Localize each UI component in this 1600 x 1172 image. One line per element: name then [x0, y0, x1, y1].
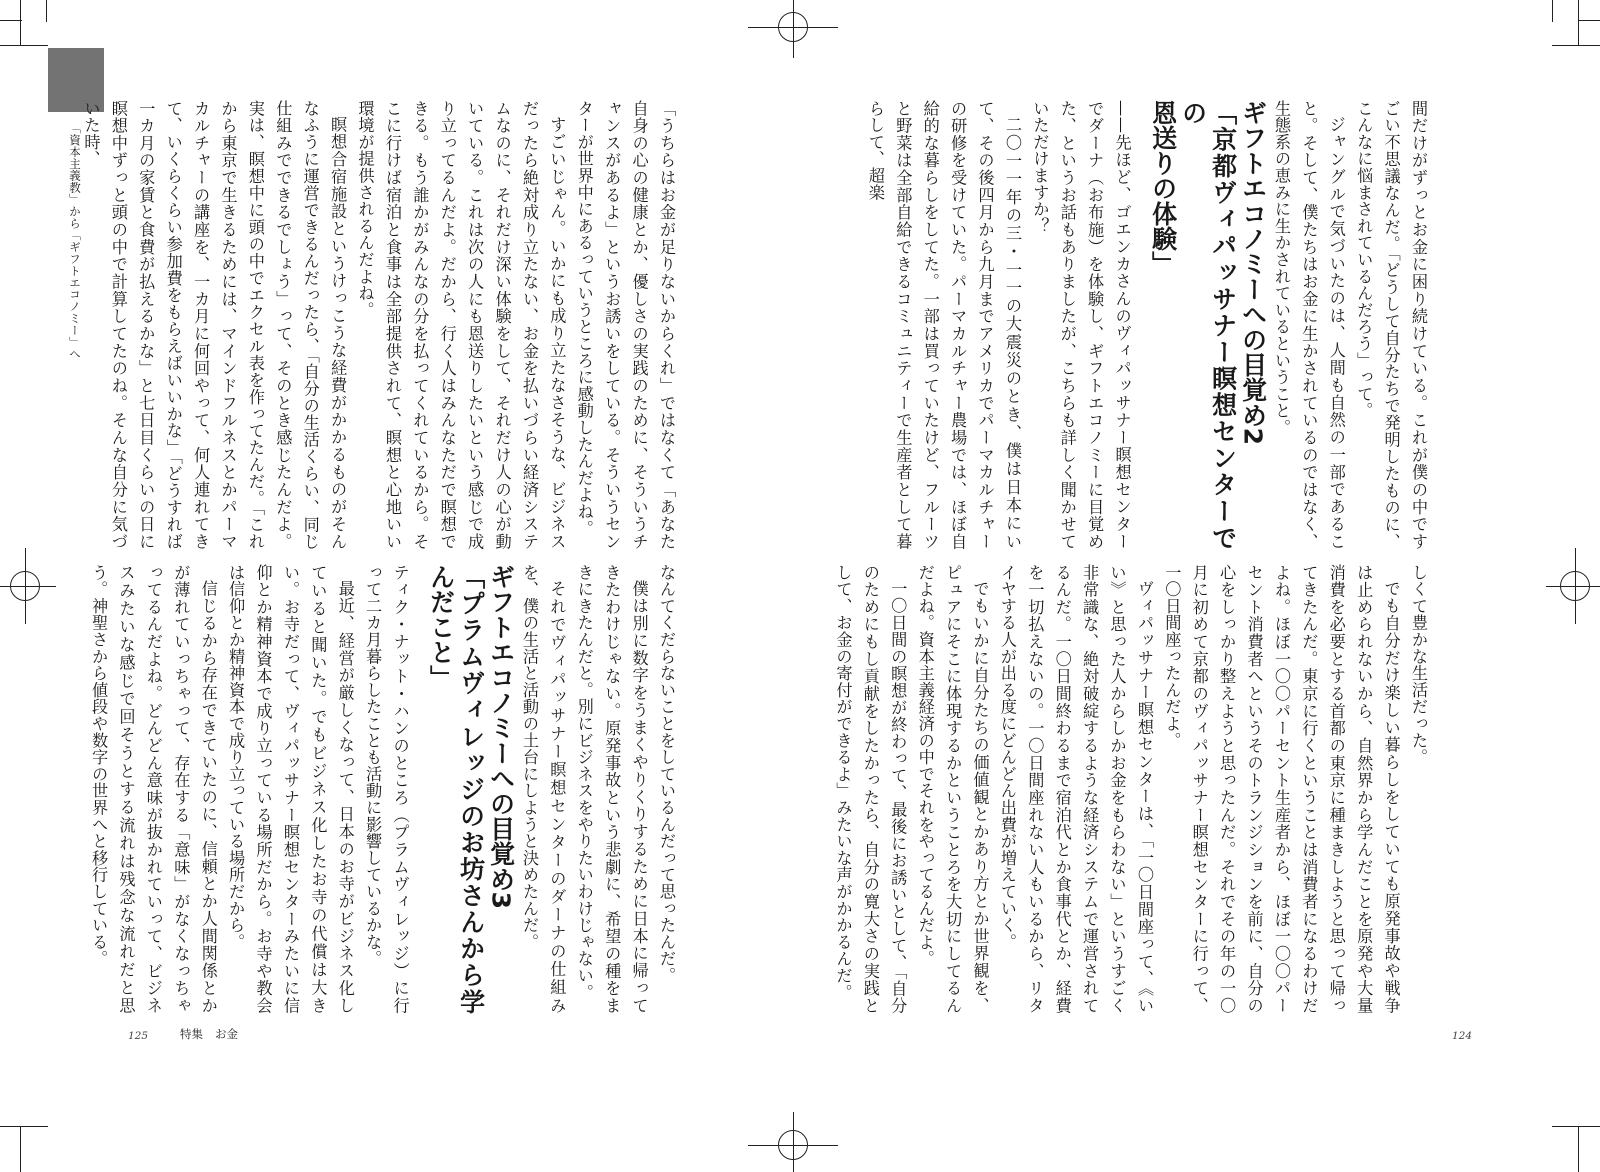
- left-page-top-text: [81, 100, 680, 550]
- paragraph: 最近、経営が厳しくなって、日本のお寺がビジネス化していると聞いた。でもビジネス化したお寺の代償は大きい。お寺だって、ヴィパッサナー瞑想センターみたいに信仰とか精神資本で成り立っている場所だから。お寺や教会は信仰とか精神資本で成り立っている場所だから。: [226, 564, 355, 1014]
- registration-mark: [793, 0, 794, 58]
- crop-mark: [0, 1126, 48, 1127]
- crop-mark: [0, 20, 22, 21]
- paragraph: でも自分だけ楽しい暮らしをしていても原発事故や戦争は止められないから、自然界から学んだことを原発や大量消費を必要とする首都の東京に種まきしようと思って帰ってきたんだ。東京に行くということは消費者になるわけだよね。ほぼ一〇〇パーセント生産者から、ほぼ一〇〇パーセント消費者へというそのトランジションを前に、自分の心をしっかり整えようと思ったんだ。それでその年の一〇月に初めて京都のヴィパッサナー瞑想センターに行って、一〇日間座ったんだよ。: [1162, 564, 1401, 1014]
- crop-mark: [1578, 20, 1600, 21]
- paragraph: それでヴィパッサナー瞑想センターのダーナの仕組みを、僕の生活と活動の土台にしようと決めたんだ。: [519, 564, 567, 1014]
- crop-mark: [20, 1126, 21, 1172]
- heading-line: ギフトエコノミーへの目覚め2: [1238, 100, 1268, 446]
- crop-mark: [1552, 1126, 1600, 1127]
- crop-mark: [1578, 0, 1579, 45]
- page-number-right: 124: [1452, 1030, 1473, 1042]
- paragraph: でもいかに自分たちの価値観とかあり方とか世界観を、ピュアにそこに体現するかということろを大切にしてるんだよね。資本主義経済の中でそれをやってるんだよ。: [915, 564, 990, 1014]
- paragraph: ティク・ナット・ハンのところ（プラムヴィレッジ）に行って二カ月暮らしたことも活動に影響しているかな。: [363, 564, 410, 1014]
- section-heading: [1148, 100, 1268, 550]
- paragraph: なんてくだらないことをしているんだって思ったんだ。: [657, 564, 676, 984]
- heading-line: 「京都ヴィパッサナー瞑想センターでの: [1178, 100, 1238, 550]
- registration-mark: [1575, 548, 1576, 624]
- right-page-bottom-text: [833, 564, 1432, 1014]
- registration-mark: [0, 586, 56, 587]
- left-page-bottom-text: [89, 564, 680, 1014]
- crop-mark: [46, 0, 47, 22]
- feature-title-text: お金: [215, 1027, 238, 1041]
- interview-question: ——先ほど、ゴエンカさんのヴィパッサナー瞑想センターでダーナ（お布施）を体験し、ギフトエコノミーに目覚めた、というお話もありましたが、こちらも詳しく聞かせていただけますか？: [1030, 100, 1132, 550]
- crop-mark: [1552, 0, 1553, 22]
- crop-mark: [1552, 45, 1600, 46]
- paragraph: ジャングルで気づいたのは、人間も自然の一部であること。そして、僕たちはお金に生かされているのではなく、生態系の恵みに生かされているということ。: [1271, 100, 1346, 550]
- crop-mark: [1578, 1126, 1579, 1172]
- paragraph: すごいじゃん。いかにも成り立たなさそうな、ビジネスだったら絶対成り立たない、お金を払いづらい経済システムなのに、それだけ深い体験をして、それだけ人の心が動いている。これは次の人にも恩送りしたいという感じで成り立ってるんだよ。だから、行く人はみんなただで瞑想できる。もう誰かがみんなの分を払ってくれているから。そこに行けば宿泊と食事は全部提供されて、瞑想と心地いい環境が提供されるんだよね。: [355, 100, 567, 550]
- paragraph: 信じるから存在できていたのに、信頼とか人間関係とかが薄れていっちゃって、存在する「意味」がなくなっちゃってるんだよね。どんどん意味が抜かれていって、ビジネスみたいな感じで回そうとする流れは残念な流れだと思う。神聖さから値段や数字の世界へと移行している。: [89, 564, 218, 1014]
- heading-line: ギフトエコノミーへの目覚め3: [486, 564, 516, 910]
- section-heading: [426, 564, 516, 1014]
- heading-line: 恩送りの体験」: [1148, 100, 1178, 277]
- registration-mark: [1546, 586, 1600, 587]
- feature-label-text: 特集: [180, 1027, 203, 1041]
- paragraph: 僕は別に数字をうまくやりくりするために日本に帰ってきたわけじゃない。原発事故という悲劇に、希望の種をまきにきたんだと。別にビジネスをやりたいわけじゃない。: [574, 564, 649, 1014]
- registration-mark: [25, 548, 26, 624]
- paragraph: 間だけがずっとお金に困り続けている。これが僕の中ですごい不思議なんだ。「どうして自分たちで発明したものに、こんなに悩まされているんだろう」って。: [1354, 100, 1428, 550]
- feature-label: [180, 1026, 238, 1042]
- paragraph: 一〇日間の瞑想が終わって、最後にお誘いとして、「自分のためにもし貢献をしたかったら、自分の寛大さの実践として、お金の寄付ができるよ」みたいな声がかかるんだ。: [833, 564, 908, 1014]
- heading-line: 「プラムヴィレッジのお坊さんから学んだこと」: [426, 564, 486, 1014]
- page-number-left: 125: [128, 1030, 149, 1042]
- paragraph: ヴィパッサナー瞑想センターは、「一〇日間座って、《いい》と思った人からしかお金をもらわない」というすごく非常識な、絶対破綻するような経済システムで運営されてるんだ。一〇日間終わるまで宿泊代とか食事代とか、経費を一切払えないの。一〇日間座れない人もいるから、リタイヤする人が出る度にどんどん出費が増えていく。: [997, 564, 1154, 1014]
- crop-mark: [0, 45, 48, 46]
- paragraph: 「うちらはお金が足りないからくれ」ではなくて「あなた自身の心の健康とか、優しさの実践のために、そういうチャンスがあるよ」というお誘いをしている。そういうセンターが世界中にあるっていうところに感動したんだよね。: [574, 100, 676, 550]
- crop-mark: [20, 0, 21, 45]
- paragraph: 二〇一一年の三・一一の大震災のとき、僕は日本にいて、その後四月から九月までアメリカでパーマカルチャーの研修を受けていた。パーマカルチャー農場では、ほぼ自給的な暮らしをしてた。一部は買っていたけど、フルーツと野菜は全部自給できるコミュニティーで生産者として暮らして、超楽: [865, 100, 1022, 550]
- paragraph: 瞑想合宿施設というけっこうな経費がかかるものがそんなふうに運営できるんだったら、「自分の生活くらい、同じ仕組みでできるでしょう」って、そのとき感じたんだよ。実は、瞑想中に頭の中でエクセル表を作ってたんだ。「これから東京で生きるためには、マインドフルネスとかパーマカルチャーの講座を、一カ月に何回やって、何人連れてきて、いくらくらい参加費をもらえばいいかな」「どうすれば一カ月の家賃と食費が払えるかな」と七日目くらいの日に瞑想中ずっと頭の中で計算してたのね。そんな自分に気づいた時、: [81, 100, 348, 550]
- right-page-top-text: [865, 100, 1432, 550]
- registration-mark: [793, 1112, 794, 1172]
- running-header: 「資本主義教」から「ギフトエコノミー」へ: [68, 122, 82, 360]
- paragraph: しくて豊かな生活だった。: [1409, 564, 1428, 766]
